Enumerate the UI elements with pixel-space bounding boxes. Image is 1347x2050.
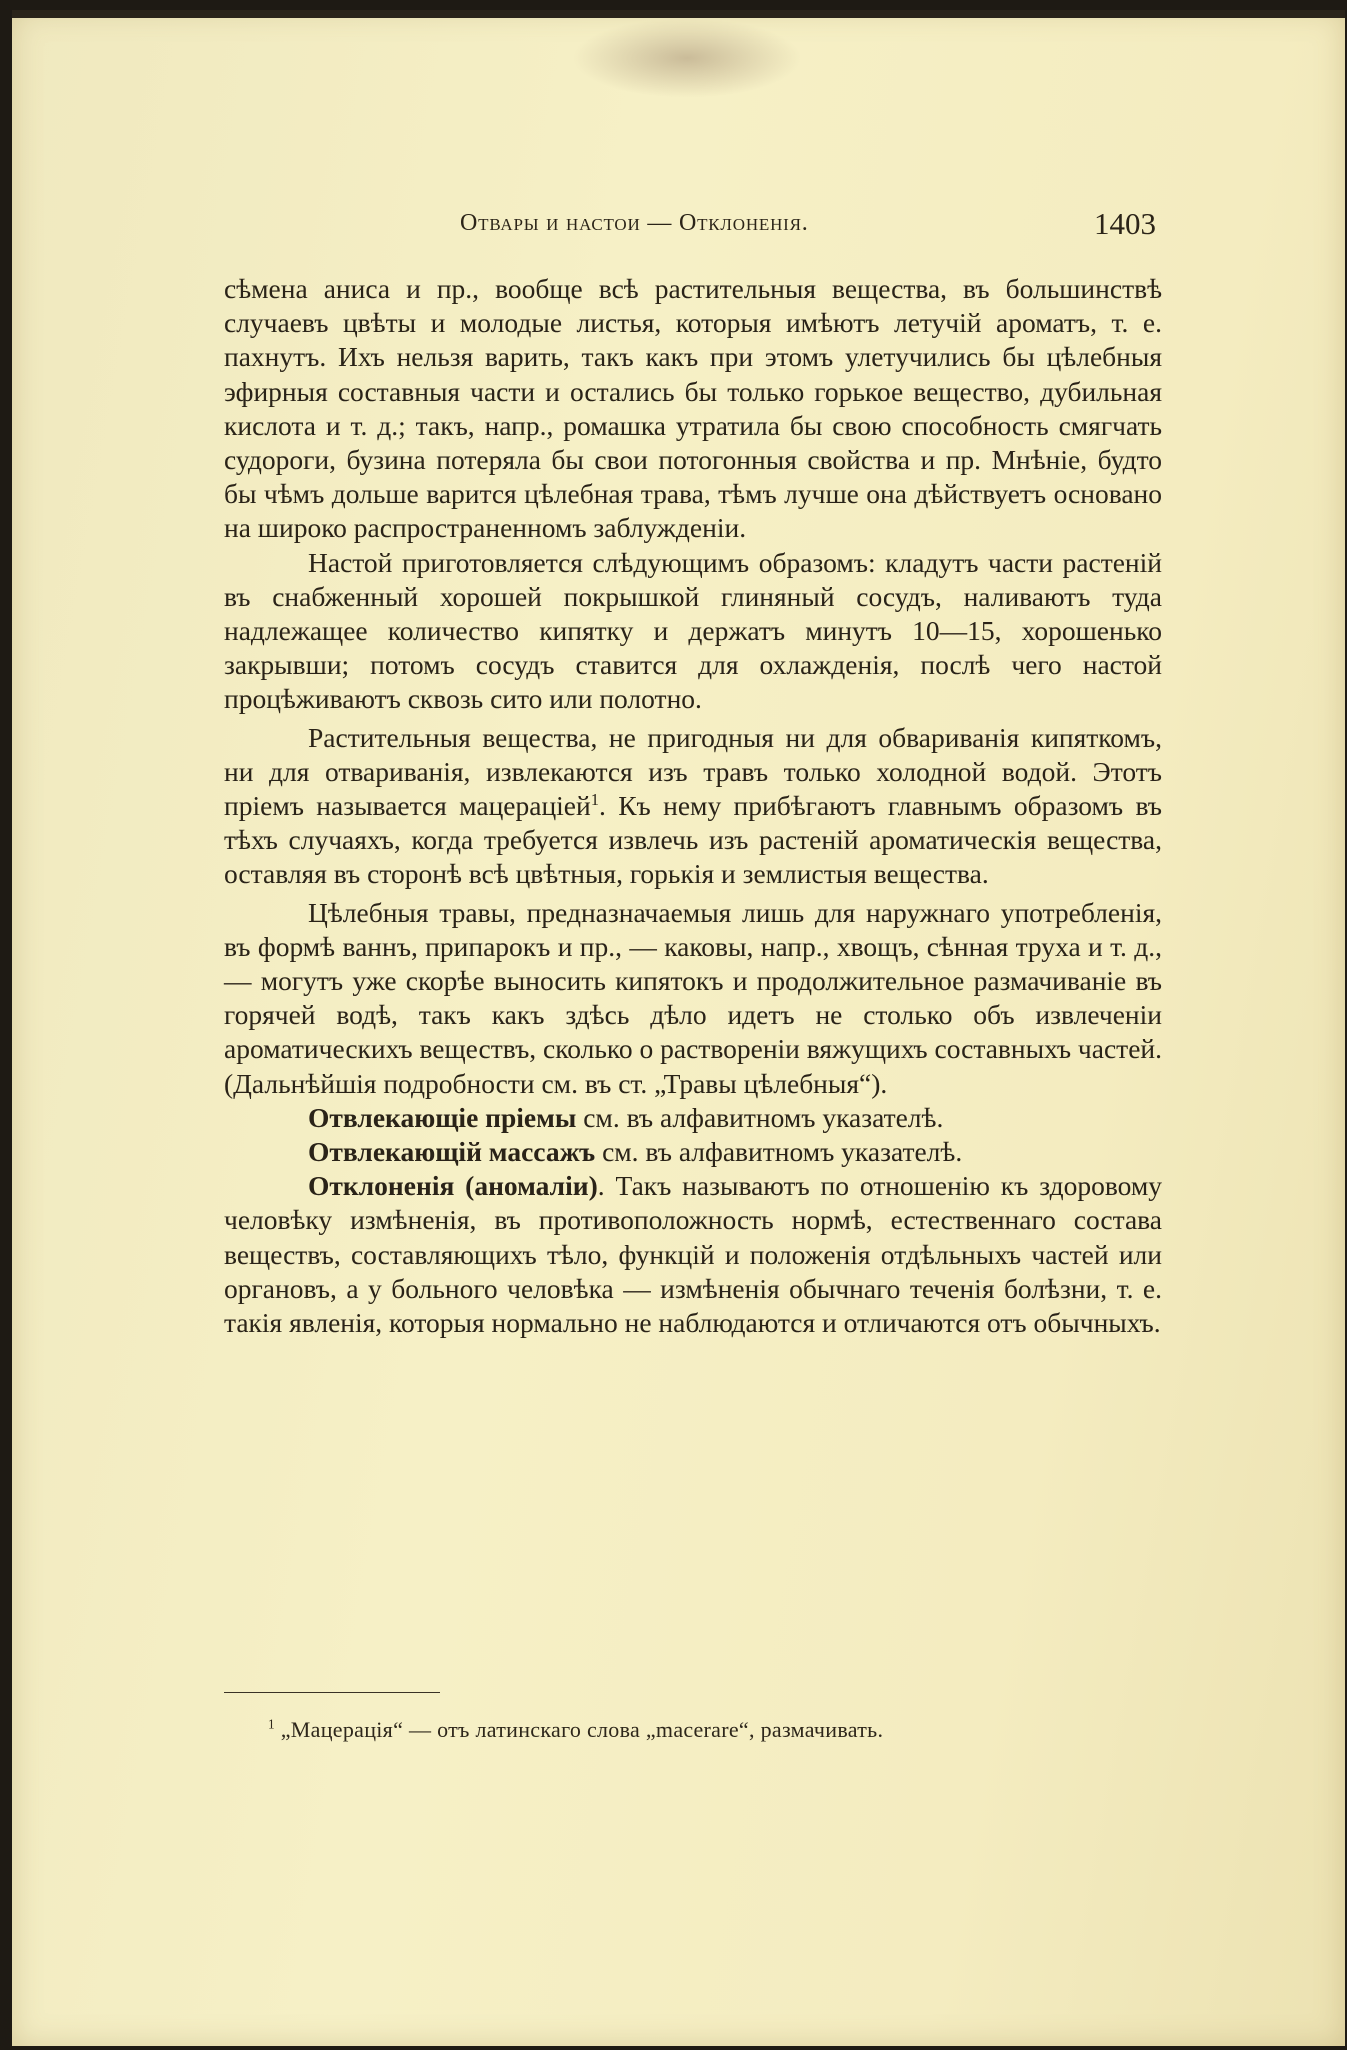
paragraph-maceration <box>224 721 1162 892</box>
paragraph-external-herbs: Цѣлебныя травы, предназначаемыя лишь для наружнаго употребленія, въ формѣ ваннъ, припарокъ и пр., — каковы, напр., хвощъ, сѣнная труха и т. д., — могутъ уже скорѣе выносить кипятокъ и продолжительное размачиваніе въ горячей водѣ, такъ какъ здѣсь дѣло идетъ не столько объ извлеченіи ароматическихъ веществъ, сколько о раствореніи вяжущихъ составныхъ частей. (Дальнѣйшія подробности см. въ ст. „Травы цѣлебныя“). <box>224 896 1162 1099</box>
paragraph-maceration-text-a: Растительныя вещества, не пригодныя ни для обвариванія кипяткомъ, ни для отвариванія, извлекаются изъ травъ только холодной водой. Этотъ пріемъ называется мацераціей <box>224 721 1162 822</box>
page-header <box>12 206 1345 242</box>
footnote-marker: 1 <box>268 1716 275 1732</box>
paragraph-infusion: Настой приготовляется слѣдующимъ образомъ: кладутъ части растеній въ снабженный хорошей покрышкой глиняный сосудъ, наливаютъ туда надлежащее количество кипятку и держатъ минутъ 10—15, хорошенько закрывши; потомъ сосудъ ставится для охлажденія, послѣ чего настой процѣживаютъ сквозь сито или полотно. <box>224 546 1162 715</box>
entry-text: см. въ алфавитномъ указателѣ. <box>576 1101 944 1133</box>
entry-term: Отвлекающій массажъ <box>308 1136 596 1168</box>
entry-distracting-massage <box>224 1135 1162 1169</box>
entry-text: . Такъ называютъ по отношенію къ здоровому человѣку измѣненія, въ противоположность нормѣ, естественнаго состава веществъ, составляющихъ тѣло, функцій и положенія отдѣльныхъ частей или органовъ, а у больного человѣка — измѣненія обычнаго теченія болѣзни, т. е. такія явленія, которыя нормально не наблюдаются и отличаются отъ обычныхъ. <box>224 1170 1162 1339</box>
entry-anomalies <box>224 1169 1162 1340</box>
footnote <box>224 1716 1162 1744</box>
footnote-reference[interactable]: 1 <box>590 789 599 809</box>
book-page <box>12 10 1345 2046</box>
entry-text: см. въ алфавитномъ указателѣ. <box>595 1136 963 1168</box>
paragraph-maceration-text-b: . Къ нему прибѣгаютъ главнымъ образомъ въ тѣхъ случаяхъ, когда требуется извлечь изъ растеній ароматическія вещества, оставляя въ сторонѣ всѣ цвѣтныя, горькія и землистыя вещества. <box>224 790 1162 890</box>
scan-top-edge <box>12 10 1345 18</box>
entry-term: Отвлекающіе пріемы <box>308 1101 577 1133</box>
ink-smudge <box>572 18 802 98</box>
main-text <box>224 272 1162 1340</box>
entry-term: Отклоненія (аномаліи) <box>308 1170 598 1202</box>
entry-distracting-methods <box>224 1101 1162 1135</box>
footnote-text: „Мацерація“ — отъ латинскаго слова „macerare“, размачивать. <box>274 1717 884 1742</box>
page-number: 1403 <box>1094 206 1156 241</box>
footnote-divider <box>224 1692 440 1693</box>
running-head: Отвары и настои — Отклоненія. <box>460 210 809 236</box>
paragraph-continued: сѣмена аниса и пр., вообще всѣ растительныя вещества, въ большинствѣ случаевъ цвѣты и молодые листья, которыя имѣютъ летучій ароматъ, т. е. пахнутъ. Ихъ нельзя варить, такъ какъ при этомъ улетучились бы цѣлебныя эфирныя составныя части и остались бы только горькое вещество, дубильная кислота и т. д.; такъ, напр., ромашка утратила бы свою способность смягчать судороги, бузина потеряла бы свои потогонныя свойства и пр. Мнѣніе, будто бы чѣмъ дольше варится цѣлебная трава, тѣмъ лучше она дѣйствуетъ основано на широко распространенномъ заблужденіи. <box>224 273 1162 544</box>
